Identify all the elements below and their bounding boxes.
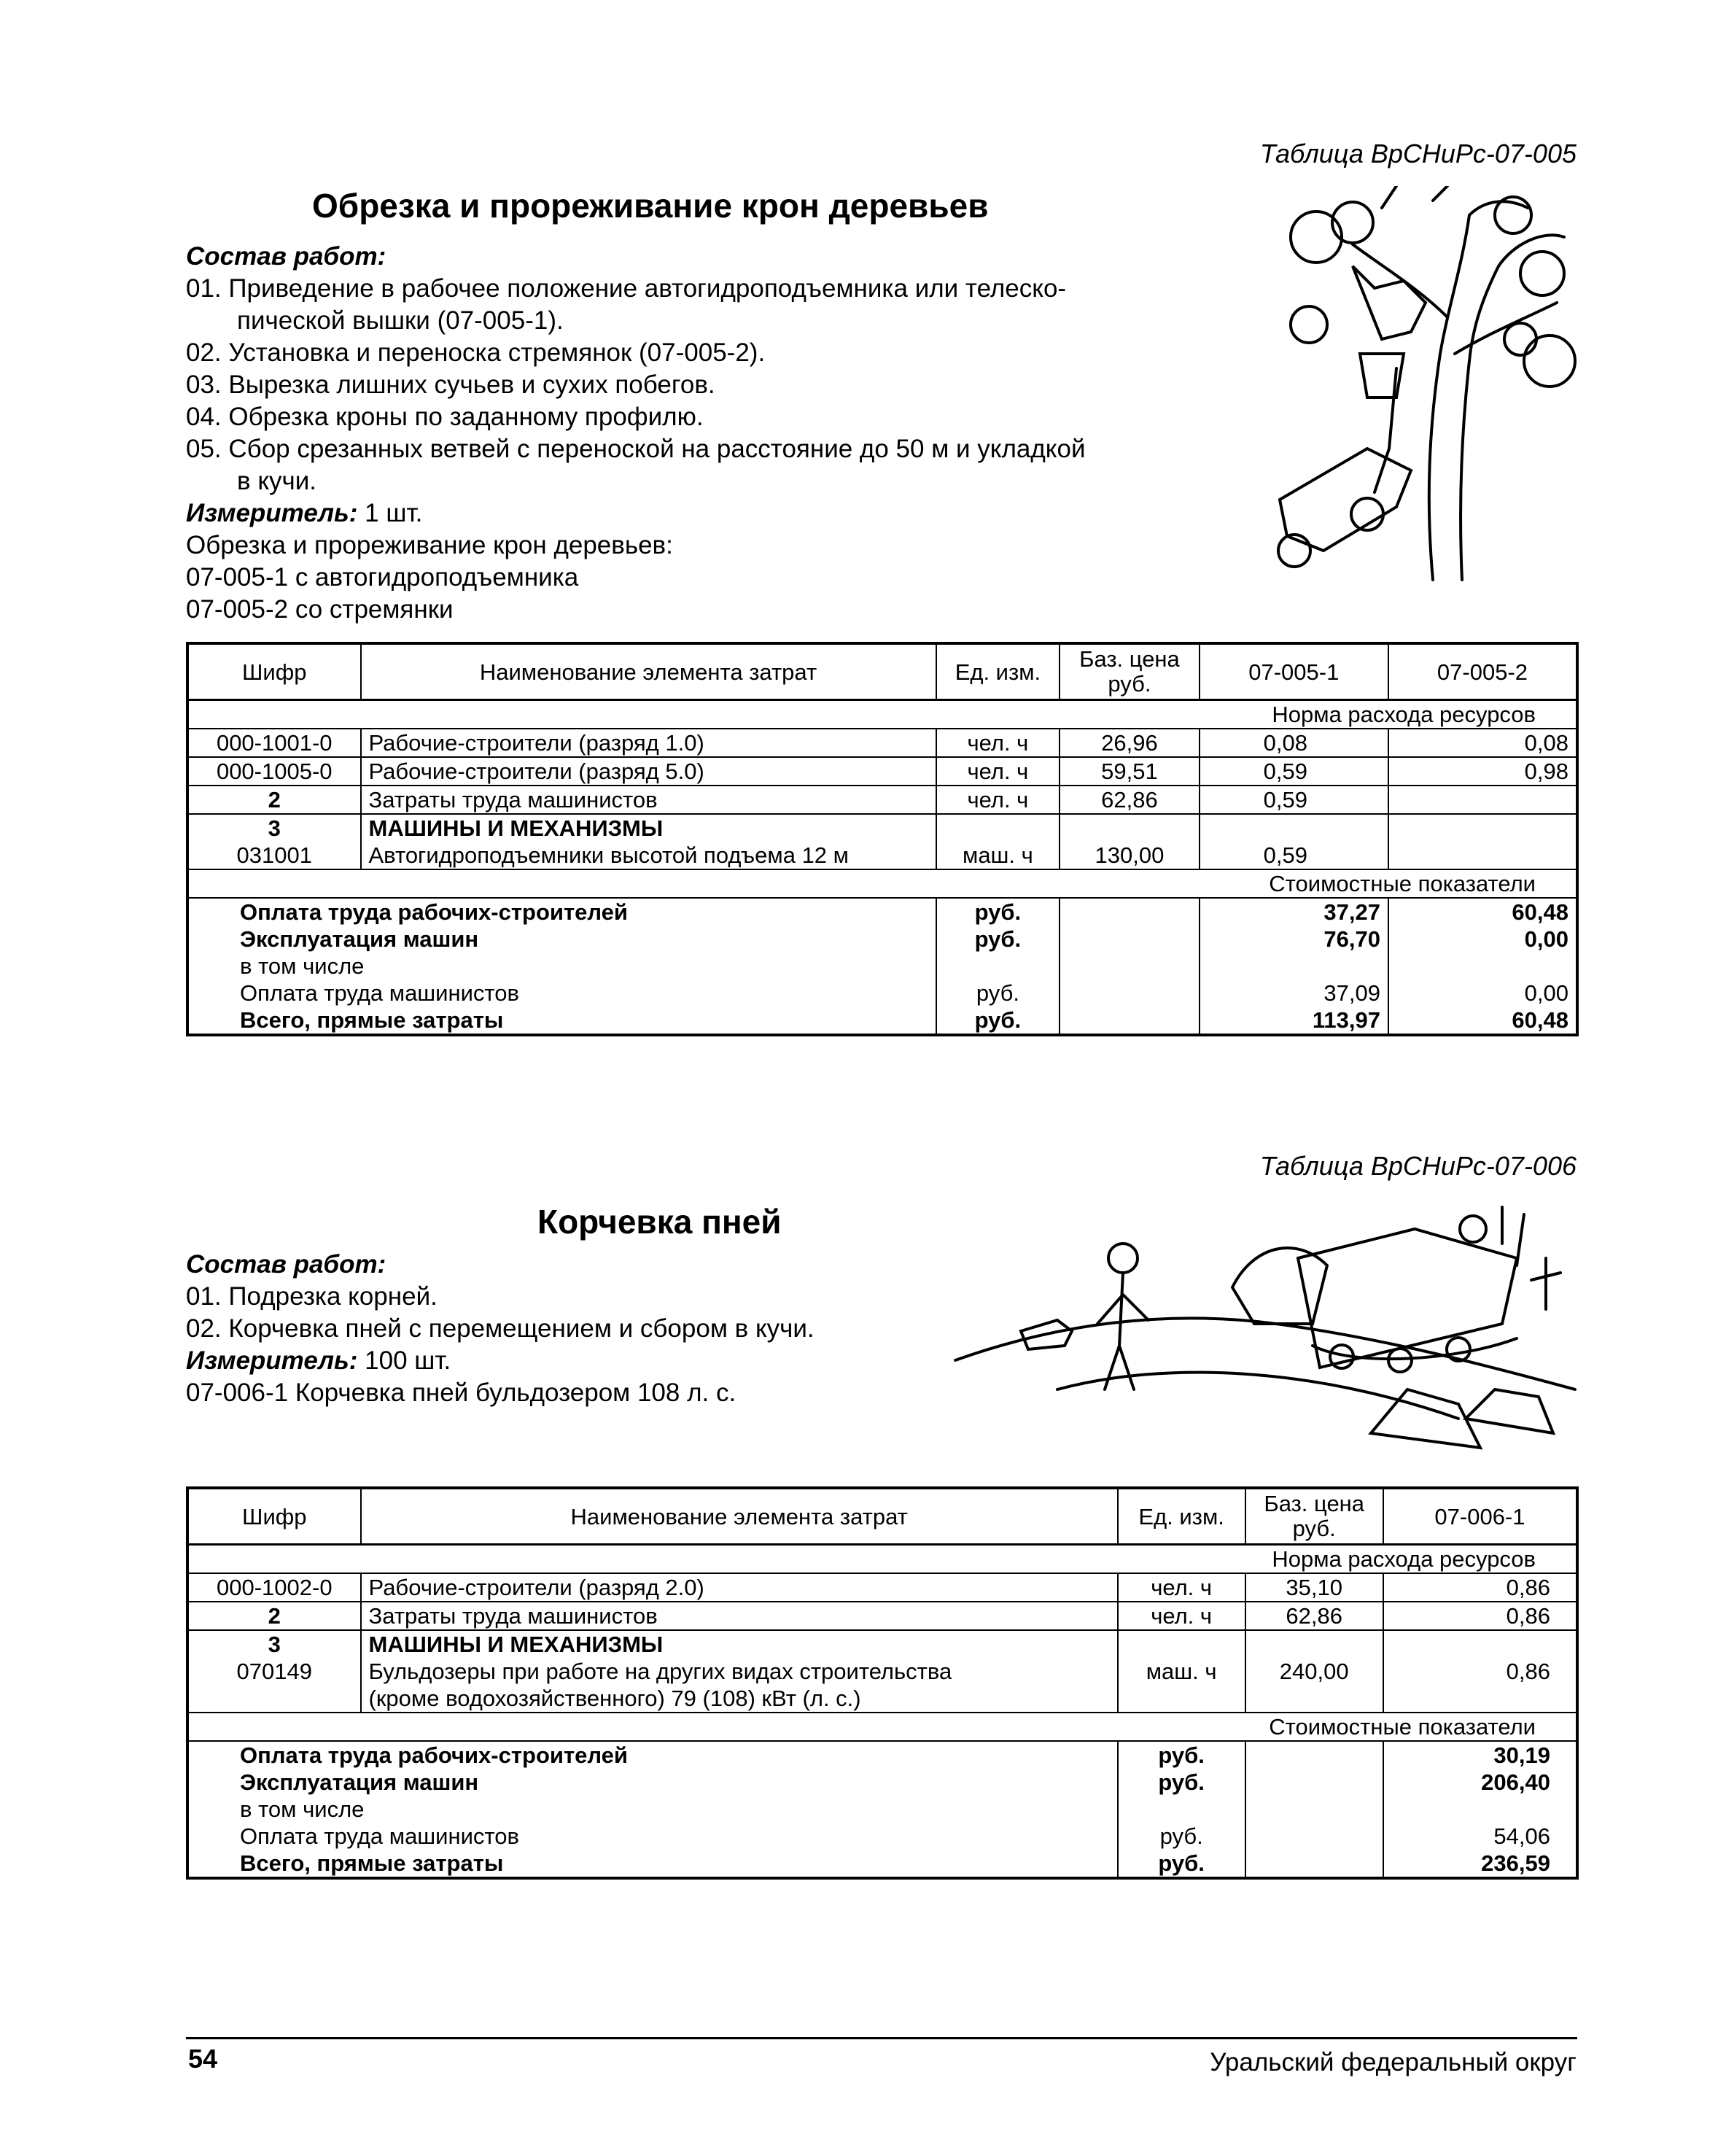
cell-unit: чел. ч bbox=[936, 729, 1060, 757]
step-line: 04. Обрезка кроны по заданному профилю. bbox=[186, 403, 704, 431]
table-row bbox=[187, 729, 1577, 757]
cell-value: 0,86 bbox=[1383, 1602, 1577, 1630]
cost-value: 0,00 bbox=[1388, 926, 1577, 953]
cell-name: Автогидроподъемники высотой подъема 12 м bbox=[361, 842, 936, 869]
step-line: 02. Установка и переноска стремянок (07-005-2). bbox=[186, 338, 766, 367]
cell-name: Рабочие-строители (разряд 2.0) bbox=[361, 1573, 1118, 1602]
table-caption-07-006: Таблица ВрСНиРс-07-006 bbox=[1259, 1151, 1577, 1181]
cell-name: МАШИНЫ И МЕХАНИЗМЫ bbox=[361, 814, 936, 842]
variant-line: 07-005-1 с автогидроподъемника bbox=[186, 563, 579, 592]
cell-name: Рабочие-строители (разряд 1.0) bbox=[361, 729, 936, 757]
cell-unit: чел. ч bbox=[1118, 1602, 1245, 1630]
section2-text bbox=[186, 1249, 815, 1409]
cell-price: 62,86 bbox=[1245, 1602, 1383, 1630]
measure-value: 1 шт. bbox=[357, 499, 423, 527]
cell-name: МАШИНЫ И МЕХАНИЗМЫ bbox=[361, 1630, 1118, 1658]
variant-line: 07-006-1 Корчевка пней бульдозером 108 л. с. bbox=[186, 1378, 736, 1407]
cost-row bbox=[187, 980, 1577, 1007]
cost-value: 37,09 bbox=[1200, 980, 1388, 1007]
cell-unit: маш. ч bbox=[1118, 1630, 1245, 1713]
cost-name: Всего, прямые затраты bbox=[240, 1007, 504, 1033]
cell-code: 3 bbox=[187, 1630, 361, 1658]
col-header-variant-1: 07-006-1 bbox=[1383, 1488, 1577, 1545]
cell-name: Бульдозеры при работе на других видах строительства bbox=[361, 1658, 1118, 1685]
cost-name: Оплата труда машинистов bbox=[240, 1823, 519, 1849]
cell-code: 3 bbox=[187, 814, 361, 842]
cost-row-total bbox=[187, 1007, 1577, 1035]
table-row bbox=[187, 786, 1577, 814]
cost-unit: руб. bbox=[936, 926, 1060, 953]
col-header-variant-1: 07-005-1 bbox=[1200, 643, 1388, 700]
cell-value: 0,59 bbox=[1200, 814, 1388, 869]
cost-unit: руб. bbox=[936, 1007, 1060, 1035]
section1-text bbox=[186, 241, 1086, 626]
table-row bbox=[187, 1602, 1577, 1630]
measure-label: Измеритель: bbox=[186, 499, 358, 527]
table-row bbox=[187, 1573, 1577, 1602]
resource-table-07-005 bbox=[186, 642, 1579, 1036]
col-header-price: Баз. цена руб. bbox=[1245, 1488, 1383, 1545]
cell-code: 031001 bbox=[236, 842, 312, 868]
step-line: в кучи. bbox=[237, 467, 317, 495]
cell-value: 0,86 bbox=[1383, 1573, 1577, 1602]
cost-unit: руб. bbox=[1118, 1741, 1245, 1769]
step-line: 03. Вырезка лишних сучьев и сухих побегов. bbox=[186, 371, 715, 399]
col-header-code: Шифр bbox=[187, 1488, 361, 1545]
cost-row-total bbox=[187, 1850, 1577, 1878]
cell-price: 62,86 bbox=[1060, 786, 1199, 814]
norm-section-label: Норма расхода ресурсов bbox=[1272, 1546, 1536, 1572]
cost-name: Оплата труда машинистов bbox=[240, 980, 519, 1006]
cost-value: 113,97 bbox=[1200, 1007, 1388, 1035]
col-header-name: Наименование элемента затрат bbox=[361, 643, 936, 700]
cell-unit: чел. ч bbox=[936, 757, 1060, 786]
cell-name: Затраты труда машинистов bbox=[361, 786, 936, 814]
cell-value: 0,59 bbox=[1200, 757, 1388, 786]
cost-value: 60,48 bbox=[1388, 898, 1577, 926]
cost-value: 236,59 bbox=[1383, 1850, 1577, 1878]
step-line: пической вышки (07-005-1). bbox=[237, 306, 564, 335]
cost-name: Всего, прямые затраты bbox=[240, 1850, 504, 1876]
cell-unit: маш. ч bbox=[936, 814, 1060, 869]
cell-unit: чел. ч bbox=[1118, 1573, 1245, 1602]
table-row-group bbox=[187, 1630, 1577, 1658]
measure-value: 100 шт. bbox=[357, 1346, 451, 1375]
cost-row bbox=[187, 1823, 1577, 1850]
cost-value bbox=[1200, 953, 1388, 980]
cost-name: Эксплуатация машин bbox=[240, 1769, 479, 1795]
tree-pruning-illustration bbox=[1251, 186, 1579, 587]
bulldozer-stump-illustration bbox=[948, 1200, 1579, 1455]
section-title-tree-pruning: Обрезка и прореживание крон деревьев bbox=[312, 187, 989, 225]
cost-value: 206,40 bbox=[1383, 1769, 1577, 1796]
norm-section-label: Норма расхода ресурсов bbox=[1272, 702, 1536, 727]
cost-name: в том числе bbox=[240, 1796, 365, 1822]
composition-label: Состав работ: bbox=[186, 242, 386, 271]
cost-value: 37,27 bbox=[1200, 898, 1388, 926]
cost-value: 60,48 bbox=[1388, 1007, 1577, 1035]
cost-row bbox=[187, 1796, 1577, 1823]
cell-price: 59,51 bbox=[1060, 757, 1199, 786]
cell-value: 0,98 bbox=[1388, 757, 1577, 786]
cost-name: Эксплуатация машин bbox=[240, 926, 479, 952]
col-header-variant-2: 07-005-2 bbox=[1388, 643, 1577, 700]
cell-name: Рабочие-строители (разряд 5.0) bbox=[361, 757, 936, 786]
col-header-unit: Ед. изм. bbox=[936, 643, 1060, 700]
cell-price: 26,96 bbox=[1060, 729, 1199, 757]
cost-value bbox=[1383, 1796, 1577, 1823]
cost-unit bbox=[1118, 1796, 1245, 1823]
cell-value: 0,08 bbox=[1388, 729, 1577, 757]
cost-section-label: Стоимостные показатели bbox=[187, 869, 1577, 898]
cell-value bbox=[1388, 814, 1577, 869]
cell-code: 000-1005-0 bbox=[187, 757, 361, 786]
step-line: 02. Корчевка пней с перемещением и сбором в кучи. bbox=[186, 1314, 815, 1343]
cell-code: 070149 bbox=[236, 1659, 312, 1684]
cost-section-label: Стоимостные показатели bbox=[187, 1713, 1577, 1741]
cell-price: 240,00 bbox=[1245, 1630, 1383, 1713]
table-row bbox=[187, 757, 1577, 786]
cost-row bbox=[187, 898, 1577, 926]
footer-rule bbox=[186, 2037, 1577, 2039]
work-description: Обрезка и прореживание крон деревьев: bbox=[186, 531, 673, 559]
footer-region: Уральский федеральный округ bbox=[1210, 2048, 1577, 2076]
cost-unit: руб. bbox=[1118, 1850, 1245, 1878]
cost-value: 30,19 bbox=[1383, 1741, 1577, 1769]
cell-code: 000-1001-0 bbox=[187, 729, 361, 757]
col-header-name: Наименование элемента затрат bbox=[361, 1488, 1118, 1545]
step-line: 01. Подрезка корней. bbox=[186, 1282, 438, 1311]
cost-value bbox=[1388, 953, 1577, 980]
cell-name: (кроме водохозяйственного) 79 (108) кВт (л. с.) bbox=[361, 1685, 1118, 1713]
composition-label: Состав работ: bbox=[186, 1250, 386, 1279]
cost-name: Оплата труда рабочих-строителей bbox=[187, 1741, 1118, 1769]
cost-row bbox=[187, 1741, 1577, 1769]
cost-name: Оплата труда рабочих-строителей bbox=[187, 898, 936, 926]
cost-value: 54,06 bbox=[1383, 1823, 1577, 1850]
cell-unit: чел. ч bbox=[936, 786, 1060, 814]
cost-value: 0,00 bbox=[1388, 980, 1577, 1007]
cost-row bbox=[187, 926, 1577, 953]
table-row-group bbox=[187, 814, 1577, 842]
cell-value: 0,59 bbox=[1200, 786, 1388, 814]
cell-name: Затраты труда машинистов bbox=[361, 1602, 1118, 1630]
cell-code: 2 bbox=[187, 786, 361, 814]
cost-unit: руб. bbox=[1118, 1769, 1245, 1796]
cell-price: 35,10 bbox=[1245, 1573, 1383, 1602]
cell-code: 2 bbox=[187, 1602, 361, 1630]
cost-unit: руб. bbox=[936, 898, 1060, 926]
step-line: 05. Сбор срезанных ветвей с переноской на расстояние до 50 м и укладкой bbox=[186, 435, 1086, 463]
section-title-stump-removal: Корчевка пней bbox=[537, 1203, 782, 1241]
cost-unit: руб. bbox=[1118, 1823, 1245, 1850]
cost-value: 76,70 bbox=[1200, 926, 1388, 953]
cell-value: 0,86 bbox=[1383, 1630, 1577, 1713]
col-header-code: Шифр bbox=[187, 643, 361, 700]
cell-value: 0,08 bbox=[1200, 729, 1388, 757]
cell-price: 130,00 bbox=[1060, 814, 1199, 869]
variant-line: 07-005-2 со стремянки bbox=[186, 595, 454, 624]
cost-name: в том числе bbox=[240, 953, 365, 979]
col-header-unit: Ед. изм. bbox=[1118, 1488, 1245, 1545]
cell-value bbox=[1388, 786, 1577, 814]
table-caption-07-005: Таблица ВрСНиРс-07-005 bbox=[1259, 139, 1577, 168]
cell-code: 000-1002-0 bbox=[187, 1573, 361, 1602]
cost-unit: руб. bbox=[936, 980, 1060, 1007]
cost-row bbox=[187, 1769, 1577, 1796]
cost-row bbox=[187, 953, 1577, 980]
cost-unit bbox=[936, 953, 1060, 980]
resource-table-07-006 bbox=[186, 1486, 1579, 1880]
page-number: 54 bbox=[188, 2044, 218, 2074]
measure-label: Измеритель: bbox=[186, 1346, 358, 1375]
col-header-price: Баз. цена руб. bbox=[1060, 643, 1199, 700]
step-line: 01. Приведение в рабочее положение автогидроподъемника или телеско- bbox=[186, 274, 1067, 303]
